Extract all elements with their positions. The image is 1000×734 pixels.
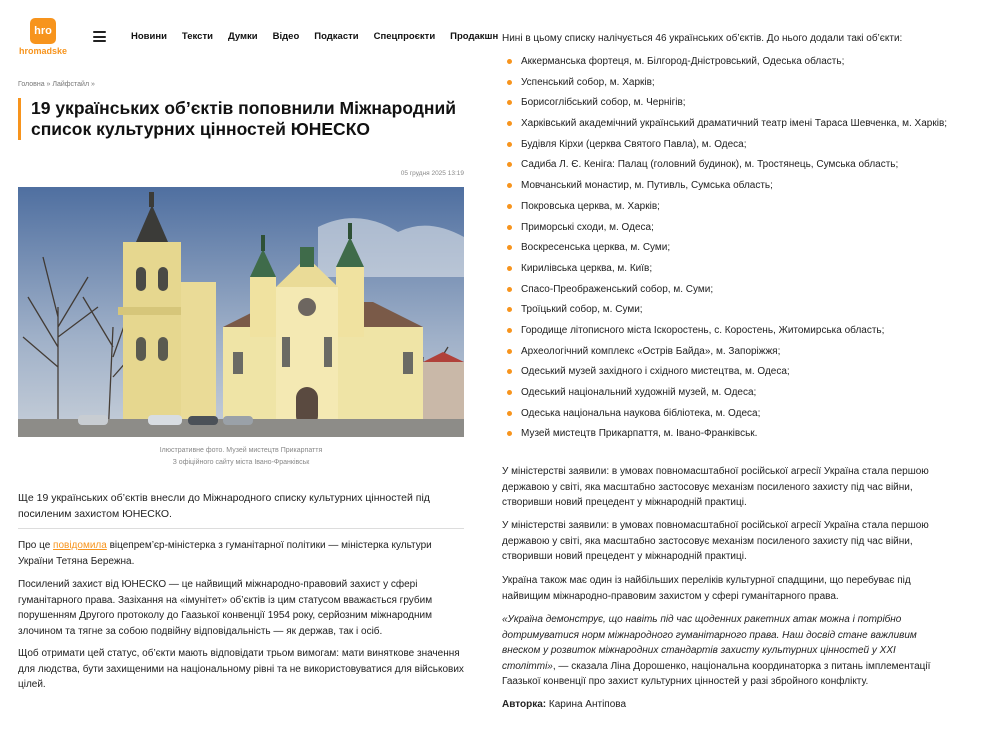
list-item: Кирилівська церква, м. Київ;	[502, 261, 950, 276]
heritage-paragraph: Україна також має один із найбільших переліків культурної спадщини, що перебуває під найвищим міжнародно-правовим захистом у сфері гуманітарного права.	[502, 575, 911, 602]
quote-text: «Україна демонструє, що навіть під час щоденних ракетних атак можна і потрібно дотримуватися норм міжнародного гуманітарного права. Наш досвід стане важливим внеском у розвиток міжнародних стандартів захисту культурних цінностей у ХХІ столітті»	[502, 614, 917, 672]
list-item: Воскресенська церква, м. Суми;	[502, 240, 950, 255]
author-line	[502, 697, 950, 713]
nav-item-production[interactable]: Продакшн	[450, 31, 499, 42]
ministry-statement-2: У міністерстві заявили: в умовах повномасштабної російської агресії Україна стала першою державою у світі, яка масштабно застосовує механізм посиленого захисту під час війни, створивши новий прецедент у міжнародній практиці.	[502, 520, 929, 562]
list-item: Спасо-Преображенський собор, м. Суми;	[502, 282, 950, 297]
list-item: Аккерманська фортеця, м. Білгород-Дністровський, Одеська область;	[502, 54, 950, 69]
nav-item-opinions[interactable]: Думки	[227, 31, 258, 42]
list-item: Мовчанський монастир, м. Путивль, Сумська область;	[502, 178, 950, 193]
site-header	[18, 0, 499, 66]
quote-attribution: , — сказала Ліна Дорошенко, національна координаторка з питань імплементації Гаазької конвенції про захист культурних цінностей у разі збройного конфлікту.	[502, 660, 931, 687]
nav-item-texts[interactable]: Тексти	[181, 31, 213, 42]
nav-item-special-projects[interactable]: Спецпроєкти	[373, 31, 436, 42]
author-name: Карина Антіпова	[548, 699, 627, 710]
caption-line-2: З офіційного сайту міста Івано-Франківськ	[172, 459, 310, 466]
paragraph-text: віцепрем’єр-міністерка з гуманітарної політики — міністерка культури України Тетяна Бережна.	[18, 540, 432, 567]
list-item: Приморські сходи, м. Одеса;	[502, 220, 950, 235]
list-item: Одеська національна наукова бібліотека, м. Одеса;	[502, 406, 950, 421]
logo-mark: hro	[30, 18, 56, 44]
list-item: Будівля Кірхи (церква Святого Павла), м. Одеса;	[502, 137, 950, 152]
nav-item-video[interactable]: Відео	[272, 31, 300, 42]
article-paragraph-3: Щоб отримати цей статус, об’єкти мають відповідати трьом вимогам: мати виняткове значення для людства, бути захищеними на національному рівні та не використовуватися для військових цілей.	[18, 648, 464, 690]
author-label: Авторка:	[502, 699, 547, 710]
photo-caption	[18, 445, 464, 469]
article-photo	[18, 187, 464, 437]
ministry-statement-1: У міністерстві заявили: в умовах повномасштабної російської агресії Україна стала першою державою у світі, яка масштабно застосовує механізм посиленого захисту під час війни, створивши новий прецедент у міжнародній практиці.	[502, 466, 929, 508]
list-item: Одеський національний художній музей, м. Одеса;	[502, 385, 950, 400]
museum-illustration	[18, 187, 464, 437]
site-logo[interactable]	[18, 18, 70, 56]
menu-icon[interactable]	[93, 31, 106, 42]
list-item: Садиба Л. Є. Кеніга: Палац (головний будинок), м. Тростянець, Сумська область;	[502, 157, 950, 172]
list-intro: Нині в цьому списку налічується 46 українських об’єктів. До нього додали такі об’єкти:	[502, 33, 903, 44]
logo-text: hromadske	[18, 46, 68, 56]
list-item: Покровська церква, м. Харків;	[502, 199, 950, 214]
article-paragraph-2: Посилений захист від ЮНЕСКО — це найвищий міжнародно-правовий захист у сфері гуманітарного права. Зазіхання на «імунітет» об’єктів із цим статусом вважається грубим порушенням Другого протоколу до Гаазької конвенції 1954 року, серйозним міжнародним злочином та тягне за собою подвійну відповідальність — як держав, так і осіб.	[18, 579, 433, 637]
quote-paragraph	[502, 612, 950, 690]
caption-line-1: Ілюстративне фото. Музей мистецтв Прикарпаття	[159, 447, 323, 454]
list-item: Успенський собор, м. Харків;	[502, 75, 950, 90]
list-item: Археологічний комплекс «Острів Байда», м. Запоріжжя;	[502, 344, 950, 359]
objects-list	[502, 54, 950, 447]
source-link[interactable]: повідомила	[53, 540, 107, 551]
breadcrumb[interactable]: Головна » Лайфстайл »	[18, 81, 95, 88]
article-lead: Ще 19 українських об’єктів внесли до Міжнародного списку культурних цінностей під посиленим захистом ЮНЕСКО.	[18, 492, 430, 520]
publish-date: 05 грудня 2025 13:19	[400, 170, 464, 177]
list-item: Харківський академічний український драматичний театр імені Тараса Шевченка, м. Харків;	[502, 116, 950, 131]
list-item: Одеський музей західного і східного мистецтва, м. Одеса;	[502, 364, 950, 379]
article-paragraph-1	[18, 538, 466, 569]
list-item: Борисоглібський собор, м. Чернігів;	[502, 95, 950, 110]
list-item: Троїцький собор, м. Суми;	[502, 302, 950, 317]
list-item: Музей мистецтв Прикарпаття, м. Івано-Франківськ.	[502, 426, 950, 441]
main-nav	[131, 31, 498, 42]
divider	[18, 528, 464, 529]
nav-item-news[interactable]: Новини	[131, 31, 167, 42]
list-item: Городище літописного міста Іскоростень, с. Коростень, Житомирська область;	[502, 323, 950, 338]
paragraph-text: Про це	[18, 540, 54, 551]
article-column	[18, 0, 499, 690]
nav-item-podcasts[interactable]: Подкасти	[314, 31, 359, 42]
page-title: 19 українських об’єктів поповнили Міжнародний список культурних цінностей ЮНЕСКО	[18, 98, 466, 140]
